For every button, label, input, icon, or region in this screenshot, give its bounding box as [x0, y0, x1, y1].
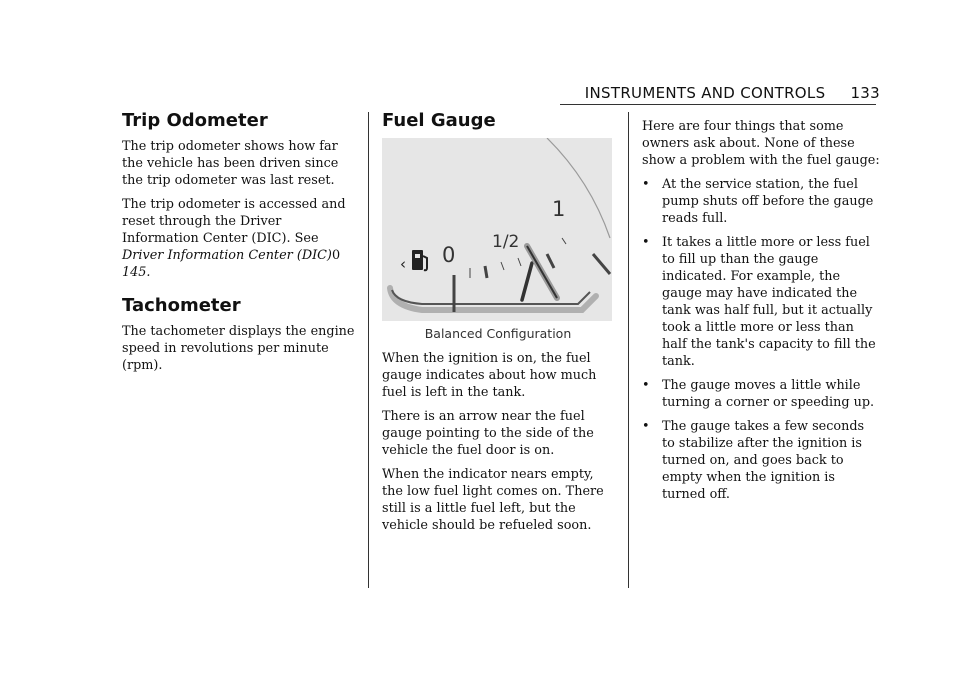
dic-reference-link[interactable]: Driver Information Center (DIC) [122, 248, 332, 263]
fuel-door-arrow-icon: ‹ [400, 255, 406, 273]
tick-eighth [485, 266, 487, 278]
gauge-label-half: 1/2 [492, 232, 520, 252]
list-item [642, 176, 880, 227]
column-1 [122, 112, 358, 381]
tachometer-paragraph: The tachometer displays the engine speed in revolutions per minute (rpm). [122, 324, 355, 373]
trip-p2-text: The trip odometer is accessed and reset through the Driver Information Center (DIC). See [122, 197, 346, 246]
section-title: INSTRUMENTS AND CONTROLS [584, 84, 826, 102]
figure-caption: Balanced Configuration [424, 326, 572, 341]
fuel-paragraph-2: There is an arrow near the fuel gauge pointing to the side of the vehicle the fuel door is on. [382, 409, 594, 458]
gauge-background [382, 138, 612, 321]
column-3 [642, 118, 880, 510]
tachometer-heading: Tachometer [122, 295, 241, 316]
owners-questions-intro: Here are four things that some owners ask about. None of these show a problem with the fuel gauge: [642, 119, 880, 168]
trip-odometer-paragraph-1: The trip odometer shows how far the vehicle has been driven since the trip odometer was last reset. [122, 139, 339, 188]
page-number: 133 [850, 84, 880, 102]
trip-odometer-paragraph-2 [122, 196, 358, 281]
header-rule [560, 104, 876, 105]
fuel-paragraph-1: When the ignition is on, the fuel gauge indicates about how much fuel is left in the tank. [382, 351, 597, 400]
bullet-icon: • [642, 378, 650, 393]
list-item-text: At the service station, the fuel pump shuts off before the gauge reads full. [662, 177, 874, 226]
list-item-text: The gauge moves a little while turning a corner or speeding up. [662, 378, 875, 410]
reference-arrow: 0 [331, 248, 341, 263]
gauge-label-full: 1 [552, 197, 566, 221]
column-2 [382, 112, 614, 541]
list-item [642, 377, 880, 411]
list-item [642, 234, 880, 370]
fuel-paragraph-3: When the indicator nears empty, the low fuel light comes on. There still is a little fuel left, but the vehicle should be refueled soon. [382, 467, 604, 533]
owners-questions-list [642, 176, 880, 503]
fuel-gauge-heading: Fuel Gauge [382, 110, 496, 131]
bullet-icon: • [642, 177, 650, 192]
bullet-icon: • [642, 419, 650, 434]
trip-odometer-heading: Trip Odometer [122, 110, 268, 131]
list-item-text: The gauge takes a few seconds to stabilize after the ignition is turned on, and goes back to empty when the ignition is turned off. [662, 419, 865, 502]
list-item-text: It takes a little more or less fuel to fill up than the gauge indicated. For example, the gauge may have indicated the tank was half full, but it actually took a little more or less than half the tank's capacity to fill the tank. [662, 235, 876, 369]
list-item [642, 418, 880, 503]
bullet-icon: • [642, 235, 650, 250]
gauge-label-empty: 0 [442, 243, 456, 267]
column-divider-2 [628, 112, 629, 588]
page-header [0, 84, 880, 102]
fuel-gauge-illustration [382, 138, 612, 321]
column-divider-1 [368, 112, 369, 588]
reference-page[interactable]: 145. [122, 265, 151, 280]
